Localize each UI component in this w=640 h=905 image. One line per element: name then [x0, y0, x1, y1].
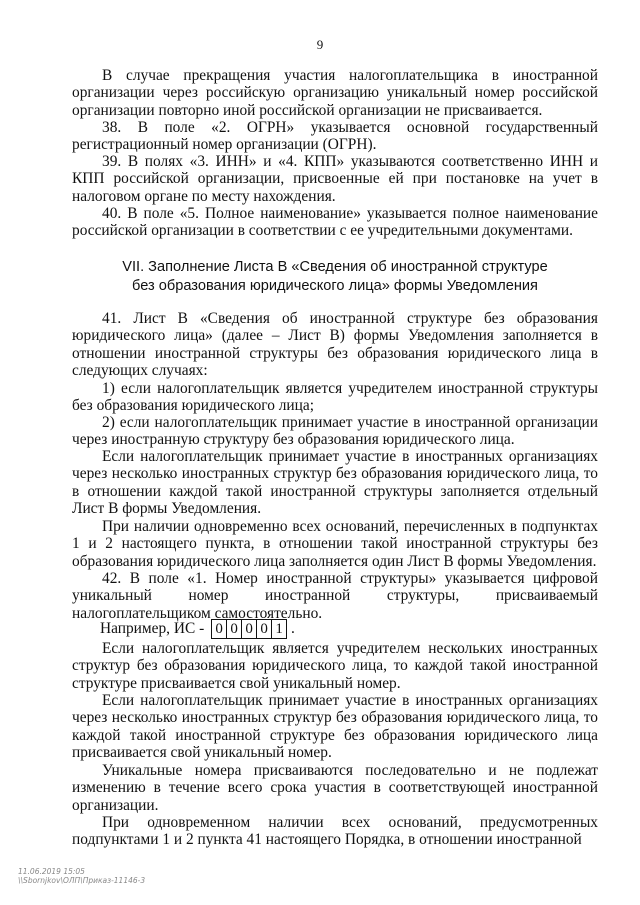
structure-code-boxes: [212, 619, 287, 639]
paragraph: Если налогоплательщик принимает участие в иностранных организациях через несколько иностранных структур без образования юридического лица, то каждой такой иностранной структуре без образования юридического лица присваивается свой уникальный номер.: [72, 692, 598, 761]
code-digit: 0: [241, 619, 257, 639]
paragraph: 41. Лист В «Сведения об иностранной структуре без образования юридического лица» (далее – Лист В) формы Уведомления заполняется в отношении иностранной структуры без образования юридического лица в следующих случаях:: [72, 310, 598, 379]
footer-path: \\Sbornjkov\ОЛП\Приказ-11146-3: [18, 876, 146, 885]
paragraph: 39. В полях «3. ИНН» и «4. КПП» указываются соответственно ИНН и КПП российской организации, присвоенные ей при постановке на учет в налоговом органе по месту нахождения.: [72, 153, 598, 205]
paragraph: 2) если налогоплательщик принимает участие в иностранной организации через иностранную структуру без образования юридического лица.: [72, 414, 598, 449]
code-digit: 0: [211, 619, 227, 639]
file-stamp-footer: [18, 867, 145, 885]
code-digit: 1: [271, 619, 287, 639]
paragraph: 1) если налогоплательщик является учредителем иностранной структуры без образования юридического лица;: [72, 380, 598, 415]
footer-timestamp: 11.06.2019 15:05: [18, 867, 85, 876]
paragraph: 38. В поле «2. ОГРН» указывается основной государственный регистрационный номер организации (ОГРН).: [72, 119, 598, 154]
paragraph: Если налогоплательщик принимает участие в иностранных организациях через несколько иностранных структур без образования юридического лица, то в отношении каждой такой иностранной структуры заполняется отдельный Лист В формы Уведомления.: [72, 448, 598, 517]
paragraph: При наличии одновременно всех оснований, перечисленных в подпунктах 1 и 2 настоящего пункта, в отношении такой иностранной структуры без образования юридического лица заполняется один Лист В формы Уведомления.: [72, 518, 598, 570]
section-heading: VII. Заполнение Листа В «Сведения об иностранной структуре без образования юридического лица» формы Уведомления: [122, 259, 548, 294]
paragraph: Уникальные номера присваиваются последовательно и не подлежат изменению в течение всего срока участия в соответствующей иностранной организации.: [72, 762, 598, 814]
example-line: [100, 619, 295, 639]
paragraph: 40. В поле «5. Полное наименование» указывается полное наименование российской организации в соответствии с ее учредительными документами.: [72, 205, 598, 240]
paragraph: При одновременном наличии всех оснований, предусмотренных подпунктами 1 и 2 пункта 41 настоящего Порядка, в отношении иностранной: [72, 814, 598, 849]
example-end: .: [290, 620, 295, 637]
code-digit: 0: [226, 619, 242, 639]
code-digit: 0: [256, 619, 272, 639]
paragraph: 42. В поле «1. Номер иностранной структуры» указывается цифровой уникальный номер иностранной структуры, присваиваемый налогоплательщиком самостоятельно.: [72, 570, 598, 622]
paragraph: Если налогоплательщик является учредителем нескольких иностранных структур без образования юридического лица, то каждой такой иностранной структуре присваивается свой уникальный номер.: [72, 640, 598, 692]
example-label: Например, ИС -: [100, 620, 205, 637]
paragraph: В случае прекращения участия налогоплательщика в иностранной организации через российскую организацию уникальный номер российской организации повторно иной российской организации не присваивается.: [72, 67, 598, 119]
page-number: 9: [316, 37, 324, 52]
